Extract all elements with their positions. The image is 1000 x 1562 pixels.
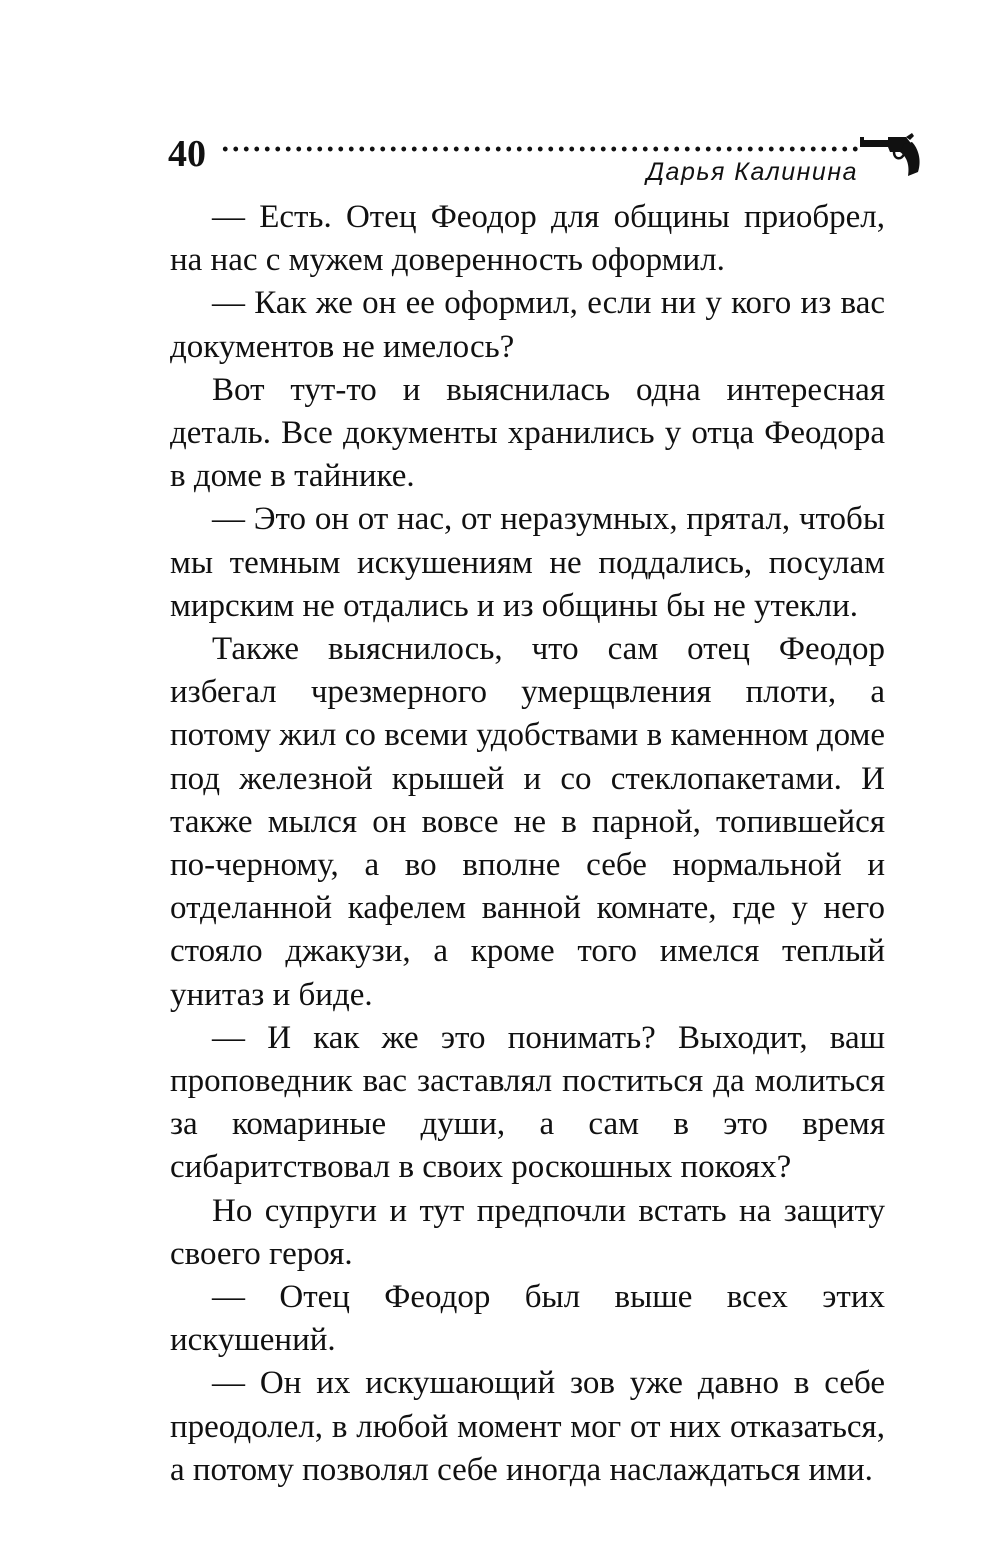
paragraph: — Отец Феодор был выше всех этих искушений. xyxy=(170,1279,885,1359)
paragraph: — Как же он ее оформил, если ни у кого из вас документов не имелось? xyxy=(170,285,885,365)
author-name: Дарья Калинина xyxy=(646,158,858,186)
revolver-icon xyxy=(860,132,922,178)
page-number: 40 xyxy=(168,133,206,175)
paragraph: Но супруги и тут предпочли встать на защиту своего героя. xyxy=(170,1192,885,1272)
paragraph: — Он их искушающий зов уже давно в себе преодолел, в любой момент мог от них отказаться, а потому позволял себе иногда наслаждаться ими. xyxy=(170,1365,885,1488)
paragraph: Также выяснилось, что сам отец Феодор избегал чрезмерного умерщвления плоти, а потому жил со всеми удобствами в каменном доме под железной крышей и со стеклопакетами. И также мылся он вовсе не в парной, топившейся по-черному, а во вполне себе нормальной и отделанной кафелем ванной комнате, где у него стояло джакузи, а кроме того имелся теплый унитаз и биде. xyxy=(170,631,885,1013)
paragraph: — Есть. Отец Феодор для общины приобрел, на нас с мужем доверенность оформил. xyxy=(170,199,885,279)
paragraph: Вот тут-то и выяснилась одна интересная деталь. Все документы хранились у отца Феодора в доме в тайнике. xyxy=(170,371,885,495)
paragraph: — Это он от нас, от неразумных, прятал, чтобы мы темным искушениям не поддались, посулам мирским не отдались и из общины бы не утекли. xyxy=(170,501,885,624)
page-body xyxy=(170,196,885,1492)
running-header xyxy=(168,128,920,188)
paragraph: — И как же это понимать? Выходит, ваш проповедник вас заставлял поститься да молиться за комариные души, а сам в это время сибаритствовал в своих роскошных покоях? xyxy=(170,1019,885,1186)
dot-leader xyxy=(220,146,860,152)
